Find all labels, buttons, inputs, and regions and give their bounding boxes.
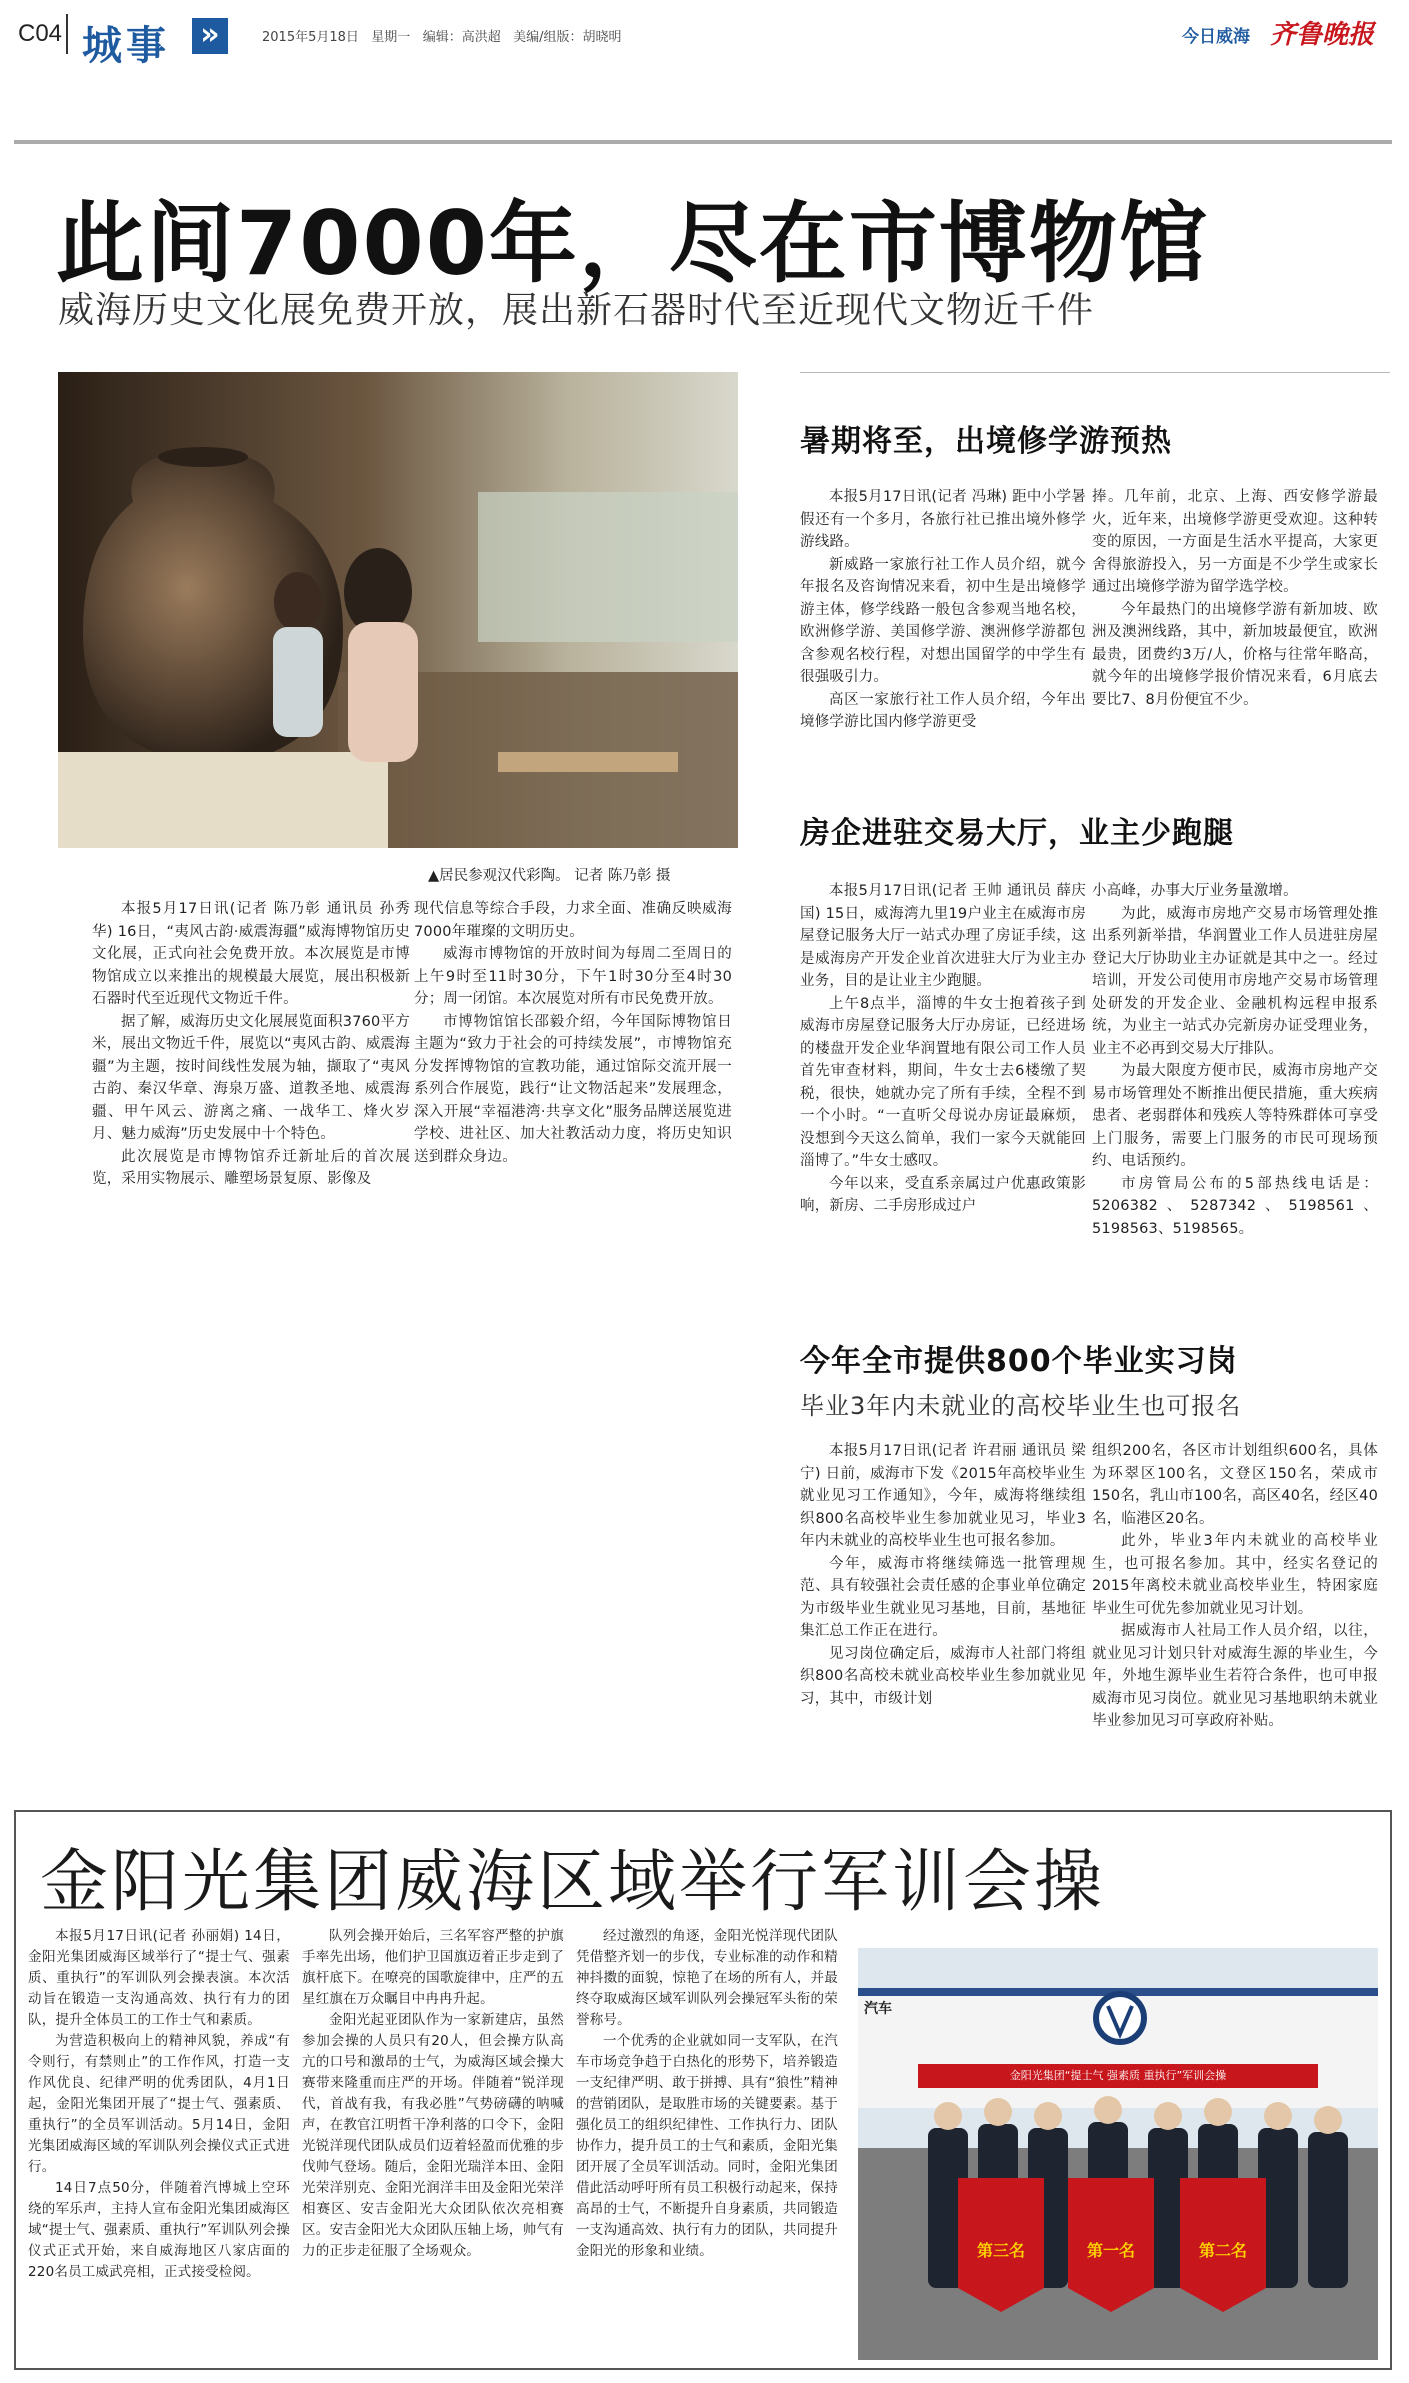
lead-paragraph: 威海市博物馆的开放时间为每周二至周日的上午9时至11时30分，下午1时30分至4时30分；周一闭馆。本次展览对所有市民免费开放。 — [414, 946, 732, 1007]
paper-tag: 今日威海 — [1182, 27, 1250, 47]
article2-paragraph: 本报5月17日讯(记者 冯琳) 距中小学暑假还有一个多月，各旅行社已推出境外修学游线路。 — [800, 489, 1086, 550]
lead-col-1 — [92, 898, 410, 1191]
ad-photo-dealer-sign: 汽车 — [864, 2001, 892, 2017]
article4-paragraph: 今年，威海市将继续筛选一批管理规范、具有较强社会责任感的企事业单位确定为市级毕业生就业见习基地，目前，基地征集汇总工作正在进行。 — [800, 1555, 1086, 1639]
article2-col-2 — [1092, 486, 1378, 711]
page-header — [0, 0, 1409, 82]
ad-paragraph: 金阳光起亚团队作为一家新建店，虽然参加会操的人员只有20人，但会操方队高亢的口号和激昂的士气，为威海区域会操大赛带来隆重而庄严的开场。伴随着“锐洋现代，首战有我，有我必胜”气势磅礴的呐喊声，在教官江明哲干净利落的口令下，金阳光锐洋现代团队成员们迈着轻盈而优雅的步伐帅气登场。随后，金阳光瑞洋本田、金阳光荣洋别克、金阳光润洋丰田及金阳光荣洋相赛区、安吉金阳光大众团队依次亮相赛区。安吉金阳光大众团队压轴上场，帅气有力的正步走征服了全场观众。 — [302, 2012, 564, 2259]
group-photo — [858, 1948, 1378, 2360]
ad-paragraph: 一个优秀的企业就如同一支军队，在汽车市场竞争趋于白热化的形势下，培养锻造一支纪律严明、敢于拼搏、具有“狼性”精神的营销团队，是取胜市场的关键要素。基于强化员工的组织纪律性、工作执行力、团队协作力，提升员工的士气和素质，金阳光集团开展了全员军训活动。同时，金阳光集团借此活动呼吁所有员工积极行动起来，保持高昂的士气，不断提升自身素质，共同锻造一支沟通高效、执行有力的团队，共同提升金阳光的形象和业绩。 — [576, 2033, 838, 2259]
article4-paragraph: 见习岗位确定后，威海市人社部门将组织800名高校未就业高校毕业生参加就业见习，其中，市级计划 — [800, 1645, 1086, 1707]
section-badge — [82, 12, 242, 69]
ad-col-3 — [576, 1926, 838, 2262]
article2-paragraph: 捧。几年前，北京、上海、西安修学游最火，近年来，出境修学游更受欢迎。这种转变的原因，一方面是生活水平提高，大家更舍得旅游投入，另一方面是不少学生或家长通过出境修学游为留学选学校。 — [1092, 489, 1378, 595]
header-rule — [14, 140, 1392, 144]
pennant-label: 第三名 — [976, 2241, 1025, 2260]
lead-title: 此间7000年，尽在市博物馆 — [56, 192, 1209, 295]
article4-title: 今年全市提供800个毕业实习岗 — [800, 1344, 1238, 1379]
pennant-label: 第一名 — [1086, 2241, 1135, 2260]
lead-col-2 — [414, 898, 732, 1168]
article4-paragraph: 据威海市人社局工作人员介绍，以往，就业见习计划只针对威海生源的毕业生，今年，外地生源毕业生若符合条件，也可申报威海市见习岗位。就业见习基地职纳未就业毕业参加见习可享政府补贴。 — [1092, 1623, 1378, 1729]
section-arrow-icon: » — [192, 18, 228, 54]
ad-photo-banner: 金阳光集团“提士气 强素质 重执行”军训会操 — [1009, 2069, 1227, 2082]
article3-paragraph: 小高峰，办事大厅业务量激增。 — [1092, 883, 1298, 899]
lead-paragraph: 本报5月17日讯(记者 陈乃彰 通讯员 孙秀华) 16日，“夷风古韵·威震海疆”威海博物馆历史文化展，正式向社会免费开放。本次展览是市博物馆成立以来推出的规模最大展览，展出积极新石器时代至近现代文物近千件。 — [92, 901, 410, 1007]
ad-paragraph: 队列会操开始后，三名军容严整的护旗手率先出场，他们护卫国旗迈着正步走到了旗杆底下。在嘹亮的国歌旋律中，庄严的五星红旗在万众瞩目中冉冉升起。 — [302, 1928, 564, 2007]
article2-paragraph: 高区一家旅行社工作人员介绍，今年出境修学游比国内修学游更受 — [800, 691, 1086, 730]
article2-title: 暑期将至，出境修学游预热 — [800, 424, 1172, 459]
ad-col-1 — [28, 1926, 290, 2283]
article3-title: 房企进驻交易大厅，业主少跑腿 — [800, 816, 1234, 851]
ad-paragraph: 14日7点50分，伴随着汽博城上空环绕的军乐声，主持人宣布金阳光集团威海区域“提士气、强素质、重执行”军训队列会操仪式正式开始，来自威海地区八家店面的220名员工威武亮相，正式接受检阅。 — [28, 2180, 290, 2280]
lead-paragraph: 此次展览是市博物馆乔迁新址后的首次展览，采用实物展示、雕塑场景复原、影像及 — [92, 1148, 410, 1187]
ad-paragraph: 为营造积极向上的精神风貌，养成“有令则行，有禁则止”的工作作风，打造一支作风优良、纪律严明的优秀团队，4月1日起，金阳光集团开展了“提士气、强素质、重执行”的全员军训活动。5月14日，金阳光集团威海区域的军训队列会操仪式正式进行。 — [28, 2033, 290, 2175]
article3-paragraph: 本报5月17日讯(记者 王帅 通讯员 薛庆国) 15日，威海湾九里19户业主在威海市房屋登记服务大厅一站式办理了房证手续，这是威海房产开发企业首次进驻大厅为业主办业务，目的是让业主少跑腿。 — [800, 883, 1086, 989]
lead-subtitle: 威海历史文化展免费开放，展出新石器时代至近现代文物近千件 — [58, 290, 1095, 331]
ad-col-2 — [302, 1926, 564, 2262]
article3-paragraph: 今年以来，受直系亲属过户优惠政策影响，新房、二手房形成过户 — [800, 1175, 1086, 1214]
article3-paragraph: 为最大限度方便市民，威海市房地产交易市场管理处不断推出便民措施，重大疾病患者、老弱群体和残疾人等特殊群体可享受上门服务，需要上门服务的市民可现场预约、电话预约。 — [1092, 1063, 1378, 1169]
page-number: C04 — [18, 20, 63, 47]
article4-paragraph: 组织200名，各区市计划组织600名，具体为环翠区100名，文登区150名，荣成市150名，乳山市100名，高区40名，经区40名，临港区20名。 — [1092, 1443, 1378, 1527]
lead-paragraph: 据了解，威海历史文化展展览面积3760平方米，展出文物近千件，展览以“夷风古韵、威震海疆”为主题，按时间线性发展为轴，撷取了“夷风古韵、秦汉华章、海泉万盛、道教圣地、威震海疆、甲午风云、游离之痛、一战华工、烽火岁月、魅力威海”历史发展中十个特色。 — [92, 1013, 410, 1142]
museum-scene — [58, 372, 738, 848]
pennant-label: 第二名 — [1198, 2241, 1247, 2260]
ad-title: 金阳光集团威海区域举行军训会操 — [40, 1843, 1106, 1922]
ad-paragraph: 本报5月17日讯(记者 孙丽娟) 14日，金阳光集团威海区域举行了“提士气、强素质、重执行”的军训队列会操表演。本次活动旨在锻造一支沟通高效、执行有力的团队，提升全体员工的工作士气和素质。 — [28, 1928, 290, 2028]
article3-paragraph: 上午8点半，淄博的牛女士抱着孩子到威海市房屋登记服务大厅办房证，已经进场的楼盘开发企业华润置地有限公司工作人员首先审查材料，期间，牛女士去6楼缴了契税，很快，她就办完了所有手续，全程不到一个小时。“一直听父母说办房证最麻烦，没想到今天这么简单，我们一家今天就能回淄博了。”牛女士感叹。 — [800, 995, 1086, 1169]
ad-photo — [858, 1948, 1378, 2360]
article3-paragraph: 市房管局公布的5部热线电话是：5206382、5287342、5198561、5198563、5198565。 — [1092, 1175, 1378, 1237]
article3-paragraph: 为此，威海市房地产交易市场管理处推出系列新举措，华润置业工作人员进驻房屋登记大厅协助业主办证就是其中之一。经过培训，开发公司使用市房地产交易市场管理处研发的开发企业、金融机构远程申报系统，为业主一站式办完新房办证受理业务，业主不必再到交易大厅排队。 — [1092, 905, 1378, 1057]
article2-paragraph: 新威路一家旅行社工作人员介绍，就今年报名及咨询情况来看，初中生是出境修学游主体，修学线路一般包含参观当地名校，欧洲修学游、美国修学游、澳洲修学游都包含参观名校行程，对想出国留学的中学生有很强吸引力。 — [800, 556, 1086, 685]
article3-col-1 — [800, 880, 1086, 1218]
header-meta: 2015年5月18日 星期一 编辑：高洪超 美编/组版：胡晓明 — [262, 30, 622, 45]
photo-caption: ▲居民参观汉代彩陶。 记者 陈乃彰 摄 — [428, 868, 671, 884]
section-label: 城事 — [82, 22, 170, 69]
lead-paragraph: 市博物馆馆长邵毅介绍，今年国际博物馆日主题为“致力于社会的可持续发展”，市博物馆充分发挥博物馆的宣教功能，通过馆际交流开展一系列合作展览，践行“让文物活起来”发展理念，深入开展“幸福港湾·共享文化”服务品牌送展览进学校、进社区、加大社教活动力度，将历史知识送到群众身边。 — [414, 1013, 732, 1165]
article4-subtitle: 毕业3年内未就业的高校毕业生也可报名 — [800, 1392, 1242, 1420]
museum-photo — [58, 372, 738, 848]
right-col-rule — [800, 372, 1390, 373]
article4-paragraph: 此外，毕业3年内未就业的高校毕业生，也可报名参加。其中，经实名登记的2015年离校未就业高校毕业生，特困家庭毕业生可优先参加就业见习计划。 — [1092, 1533, 1378, 1617]
header-divider — [66, 14, 68, 54]
lead-paragraph: 现代信息等综合手段，力求全面、准确反映威海7000年璀璨的文明历史。 — [414, 901, 732, 940]
article4-col-2 — [1092, 1440, 1378, 1733]
article4-paragraph: 本报5月17日讯(记者 许君丽 通讯员 梁宁) 日前，威海市下发《2015年高校毕业生就业见习工作通知》，今年，威海将继续组织800名高校毕业生参加就业见习，毕业3年内未就业的高校毕业生也可报名参加。 — [800, 1443, 1086, 1549]
article2-paragraph: 今年最热门的出境修学游有新加坡、欧洲及澳洲线路，其中，新加坡最便宜，欧洲最贵，团费约3万/人，价格与往常年略高，就今年的出境修学报价情况来看，6月底去要比7、8月份便宜不少。 — [1092, 601, 1378, 708]
article2-col-1 — [800, 486, 1086, 734]
article4-col-1 — [800, 1440, 1086, 1710]
paper-name-logo: 齐鲁晚报 — [1270, 20, 1375, 50]
article3-col-2 — [1092, 880, 1378, 1240]
ad-paragraph: 经过激烈的角逐，金阳光悦洋现代团队凭借整齐划一的步伐，专业标准的动作和精神抖擞的面貌，惊艳了在场的所有人，并最终夺取威海区域军训队列会操冠军头衔的荣誉称号。 — [576, 1928, 838, 2028]
